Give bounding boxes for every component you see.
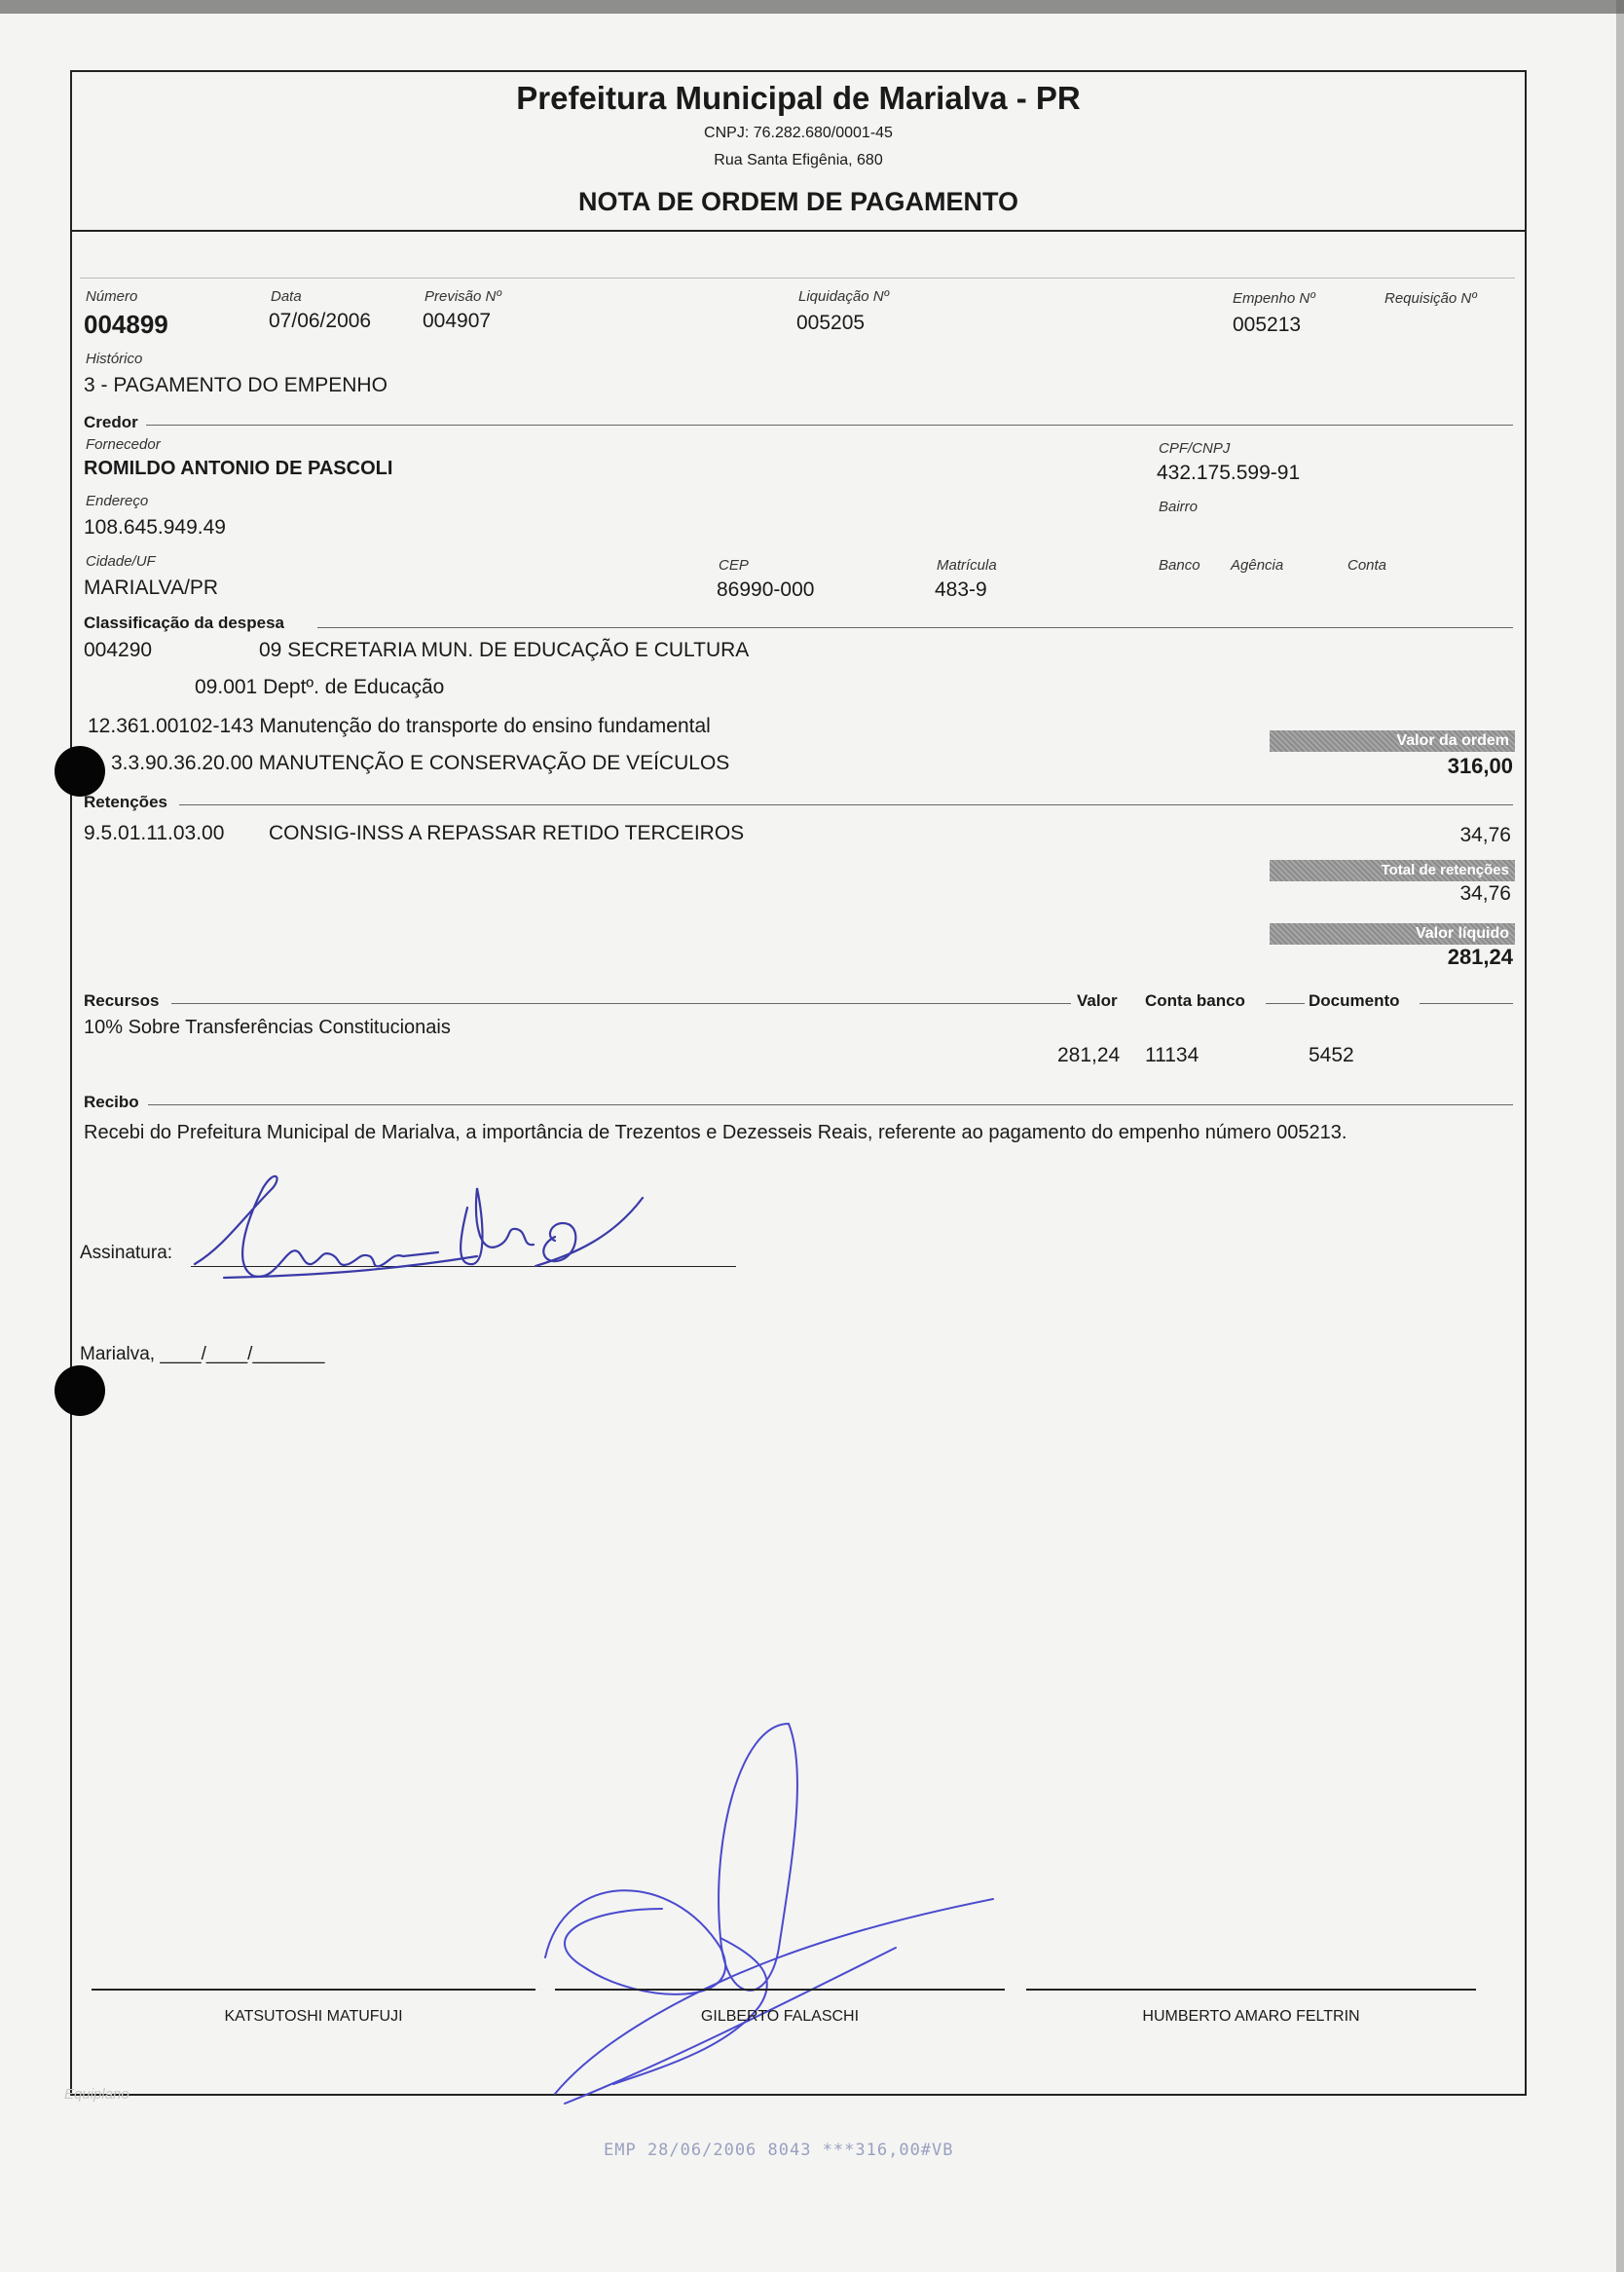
- matricula-label: Matrícula: [937, 557, 997, 574]
- software-brand: Equiplano: [64, 2086, 129, 2103]
- liquidacao-value: 005205: [796, 312, 866, 334]
- numero-label: Número: [86, 288, 138, 305]
- divider: [1266, 1003, 1305, 1004]
- cpf-value: 432.175.599-91: [1157, 462, 1301, 484]
- divider: [1420, 1003, 1513, 1004]
- recibo-section: Recibo: [84, 1093, 139, 1111]
- recursos-valor-header: Valor: [1077, 991, 1118, 1010]
- recursos-documento-header: Documento: [1309, 991, 1400, 1010]
- banco-label: Banco: [1159, 557, 1200, 574]
- conta-label: Conta: [1347, 557, 1387, 574]
- cep-value: 86990-000: [717, 578, 815, 601]
- credor-section: Credor: [84, 413, 138, 431]
- divider: [146, 425, 1513, 426]
- assinatura-label: Assinatura:: [80, 1243, 173, 1263]
- recursos-conta: 11134: [1145, 1044, 1200, 1066]
- signature-line: [1026, 1989, 1476, 1991]
- approver-signature: [526, 1714, 1032, 2113]
- recibo-text: Recebi do Prefeitura Municipal de Marialva, a importância de Trezentos e Dezesseis Reais, referente ao pagamento do empenho número 005213.: [84, 1122, 1347, 1143]
- classificacao-secretaria: 09 SECRETARIA MUN. DE EDUCAÇÃO E CULTURA: [259, 639, 750, 661]
- signature-line: [555, 1989, 1005, 1991]
- bairro-label: Bairro: [1159, 499, 1199, 515]
- historico-value: 3 - PAGAMENTO DO EMPENHO: [84, 374, 388, 396]
- valor-ordem-value: 316,00: [1447, 754, 1513, 778]
- divider: [179, 804, 1513, 805]
- document-title: NOTA DE ORDEM DE PAGAMENTO: [577, 187, 1018, 216]
- previsao-label: Previsão Nº: [424, 288, 501, 305]
- retencao-code: 9.5.01.11.03.00: [84, 822, 225, 844]
- empenho-label: Empenho Nº: [1233, 290, 1315, 307]
- cnpj: CNPJ: 76.282.680/0001-45: [704, 125, 893, 141]
- recipient-signature: [185, 1159, 691, 1305]
- cidade-label: Cidade/UF: [86, 553, 156, 570]
- punch-hole: [55, 1365, 105, 1416]
- cpf-label: CPF/CNPJ: [1159, 440, 1231, 457]
- data-label: Data: [271, 288, 302, 305]
- agencia-label: Agência: [1231, 557, 1284, 574]
- endereco-label: Endereço: [86, 493, 149, 509]
- divider: [171, 1003, 1071, 1004]
- divider: [148, 1104, 1513, 1105]
- fornecedor-label: Fornecedor: [86, 436, 161, 453]
- cidade-value: MARIALVA/PR: [84, 577, 219, 599]
- divider: [317, 627, 1513, 628]
- header-divider: [70, 230, 1527, 232]
- endereco-value: 108.645.949.49: [84, 516, 226, 539]
- signature-stroke: [545, 1724, 993, 2104]
- recursos-documento: 5452: [1309, 1044, 1354, 1066]
- classificacao-code: 004290: [84, 639, 153, 661]
- valor-liquido-value: 281,24: [1447, 945, 1513, 969]
- classificacao-programa: 12.361.00102-143 Manutenção do transporte do ensino fundamental: [88, 715, 711, 737]
- classificacao-section: Classificação da despesa: [84, 614, 285, 632]
- signature-stroke: [195, 1176, 643, 1278]
- classificacao-departamento: 09.001 Deptº. de Educação: [195, 676, 445, 698]
- classificacao-elemento: 3.3.90.36.20.00 MANUTENÇÃO E CONSERVAÇÃO DE VEÍCULOS: [111, 752, 730, 774]
- payment-stamp: EMP 28/06/2006 8043 ***316,00#VB: [604, 2141, 954, 2160]
- recursos-conta-header: Conta banco: [1145, 991, 1245, 1010]
- scan-edge-top: [0, 0, 1624, 14]
- page-title: Prefeitura Municipal de Marialva - PR: [516, 80, 1081, 116]
- liquidacao-label: Liquidação Nº: [798, 288, 890, 305]
- matricula-value: 483-9: [935, 578, 987, 601]
- scan-edge-right: [1616, 0, 1624, 2272]
- valor-liquido-label: Valor líquido: [1270, 923, 1515, 945]
- retencoes-section: Retenções: [84, 793, 167, 811]
- recursos-desc: 10% Sobre Transferências Constitucionais: [84, 1017, 451, 1038]
- address: Rua Santa Efigênia, 680: [714, 152, 883, 168]
- recursos-section: Recursos: [84, 991, 160, 1010]
- signatory-name: HUMBERTO AMARO FELTRIN: [1142, 2008, 1360, 2025]
- divider: [80, 278, 1515, 279]
- retencao-desc: CONSIG-INSS A REPASSAR RETIDO TERCEIROS: [269, 822, 745, 844]
- cep-label: CEP: [719, 557, 749, 574]
- valor-ordem-label: Valor da ordem: [1270, 730, 1515, 752]
- requisicao-label: Requisição Nº: [1384, 290, 1477, 307]
- total-retencoes-value: 34,76: [1459, 882, 1511, 905]
- signature-line: [92, 1989, 535, 1991]
- punch-hole: [55, 746, 105, 797]
- data-value: 07/06/2006: [269, 310, 372, 332]
- fornecedor-value: ROMILDO ANTONIO DE PASCOLI: [84, 458, 393, 479]
- recursos-valor: 281,24: [1057, 1044, 1121, 1066]
- local-data: Marialva, ____/____/_______: [80, 1344, 325, 1364]
- numero-value: 004899: [84, 310, 168, 339]
- signatory-name: KATSUTOSHI MATUFUJI: [224, 2008, 403, 2025]
- previsao-value: 004907: [423, 310, 492, 332]
- empenho-value: 005213: [1233, 314, 1302, 336]
- retencao-amount: 34,76: [1459, 824, 1511, 846]
- signatory-name: GILBERTO FALASCHI: [700, 2008, 860, 2025]
- total-retencoes-label: Total de retenções: [1270, 860, 1515, 881]
- historico-label: Histórico: [86, 351, 143, 367]
